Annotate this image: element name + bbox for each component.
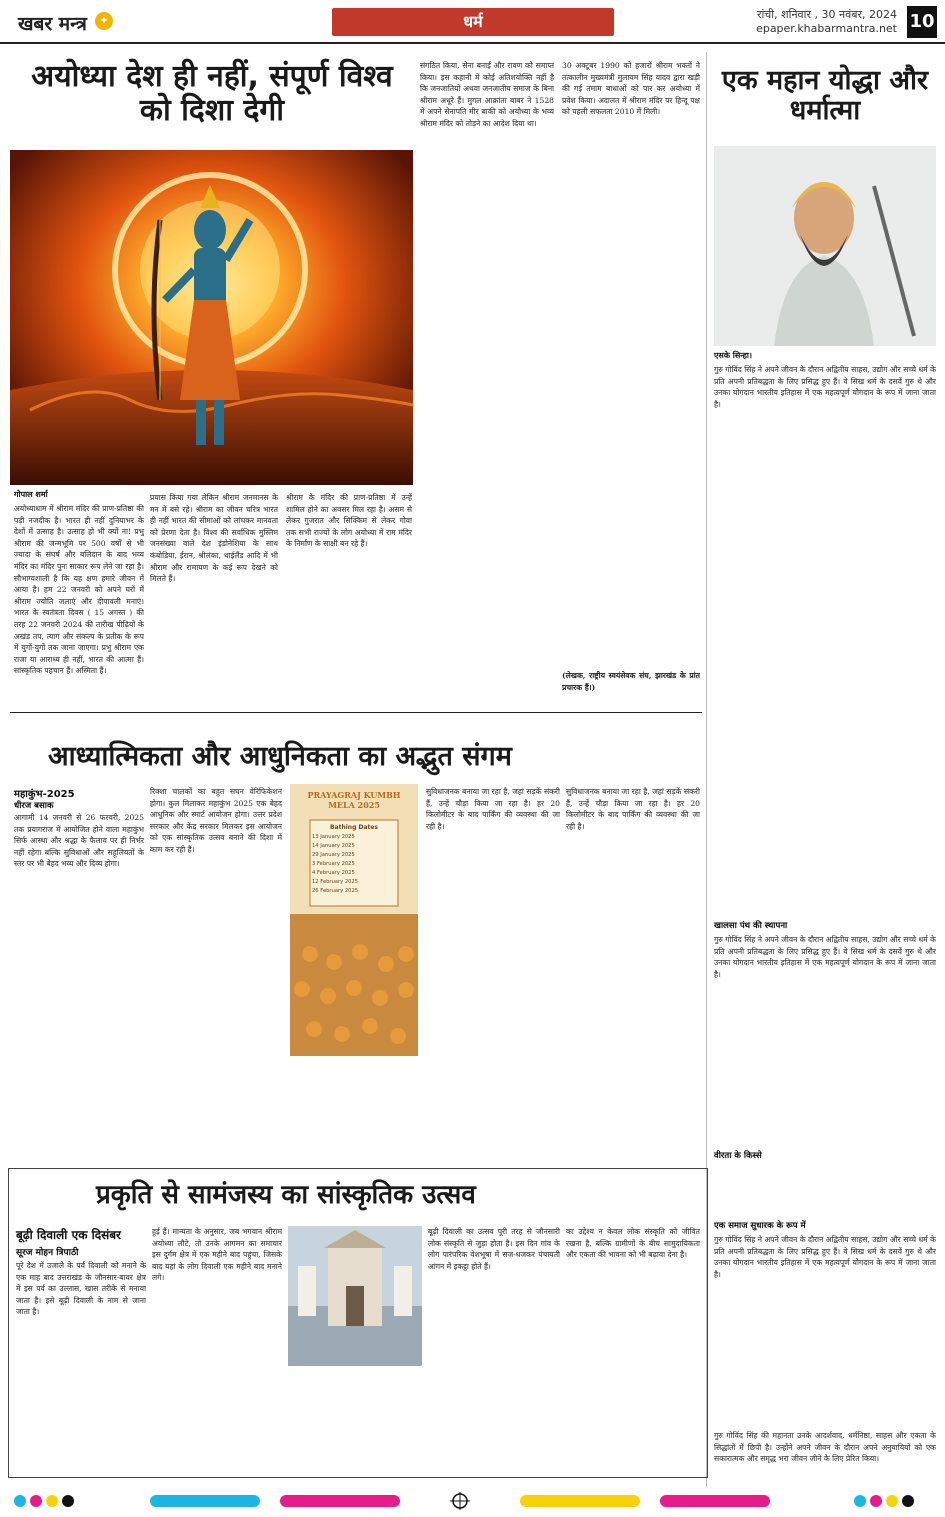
section-title: धर्म (332, 8, 614, 36)
page-number: 10 (907, 6, 937, 38)
article1-image-caption: गोपाल शर्मा (14, 490, 48, 499)
article1-column-2: प्रयास किया गया लेकिन श्रीराम जनमानस के मन में बसे रहे। श्रीराम का जीवन चरित्र भारत ही नहीं भारत की सीमाओं को लांघकर मानवता को प्रेरणा देता है। विश्व की सर्वाधिक मुस्लिम जनसंख्या वाले देश इंडोनेशिया के साथ कंबोडिया, ईरान, श्रीलंका, थाईलैंड आदि में भी श्रीराम और रामायण के कई रूप देखने को मिलते हैं। (150, 493, 278, 584)
article4-column-reformer: गुरु गोविंद सिंह ने अपने जीवन के दौरान अद्वितीय साहस, उद्योग और सच्चे धर्म के प्रति अपनी प्रतिबद्धता के लिए प्रसिद्ध हुए हैं। वे सिख धर्म के दसवें गुरु थे और उनका योगदान भारतीय इतिहास में एक महत्वपूर्ण योगदान के रूप में जाना जाता है। (714, 1235, 936, 1279)
article3-column-4: का उद्देश्य न केवल लोक संस्कृति को जीवित रखना है, बल्कि ग्रामीणों के बीच सामुदायिकता और एकता की भावना को भी बढ़ावा देना है। (566, 1227, 700, 1260)
article3-column-2: हुई हैं। मान्यता के अनुसार, जब भगवान श्रीराम अयोध्या लौटे, तो उनके आगमन का समाचार इस दुर्गम क्षेत्र में एक महीने बाद पहुंचा, जिसके बाद यहां के लोग दिवाली एक महीने बाद मनाने लगे। (152, 1227, 282, 1283)
article3-subhead: बूढ़ी दिवाली एक दिसंबर (16, 1228, 121, 1242)
masthead (0, 0, 945, 44)
article2-subhead: महाकुंभ-2025 (14, 789, 75, 800)
bathing-date: 26 February 2025 (312, 888, 359, 894)
article3-column-3: बूढ़ी दिवाली का उत्सव पूरी तरह से जौनसारी लोक संस्कृति से जुड़ा होता है। इस दिन गांव के लोग पारंपरिक वेशभूषा में सज-धजकर पंचायती आंगन में इकट्ठा होते हैं। (428, 1227, 560, 1271)
article4-image-caption: एसके सिन्हा। (714, 351, 752, 360)
bathing-date: 12 February 2025 (312, 879, 359, 885)
article3-lead-text: पूरे देश में उजाले के पर्व दिवाली को मनाने के एक माह बाद उत्तराखंड के जौनसार-बावर क्षेत्र में इस पर्व का उल्लास, खास तरीके से मनाया जाता है। इसे बूढ़ी दिवाली के नाम से जाना जाता है। (16, 1261, 146, 1317)
kumbh-poster (290, 784, 418, 1056)
poster-title-line1: PRAYAGRAJ KUMBH (307, 790, 401, 800)
bathing-date: 13 January 2025 (312, 834, 355, 840)
article2-lead-text: आगामी 14 जनवरी से 26 फरवरी, 2025 तक प्रयागराज में आयोजित होने वाला महाकुंभ सिर्फ आस्था और श्रद्धा के फैलाव पर ही निर्भर नहीं रहेगा बल्कि सुविधाओं और सहूलियतों के स्तर पर भी बेहद भव्य और दिव्य होगा। (14, 813, 144, 869)
article3-byline: सूरज मोहन त्रिपाठी (16, 1248, 79, 1258)
article2-column-2: रिक्शा चालकों का बहुत सघन वेरिफिकेशन होगा। कुल मिलाकर महाकुंभ 2025 एक बेहद आधुनिक और स्मार्ट आयोजन होगा। उत्तर प्रदेश सरकार और केंद्र सरकार मिलकर इस आयोजन को एक सांस्कृतिक उत्सव बनाने की दिशा में काम कर रही हैं। (150, 787, 282, 854)
rama-illustration (10, 150, 413, 485)
article1-image (10, 150, 413, 485)
article1-author-note: (लेखक, राष्ट्रीय स्वयंसेवक संघ, झारखंड के प्रांत प्रचारक हैं।) (562, 671, 700, 692)
article2-byline: धीरज बसाक (14, 801, 54, 811)
article4-closing: गुरु गोविंद सिंह की महानता उनके आदर्शवाद, धर्मनिष्ठा, साहस और एकता के सिद्धांतों में छिपी है। उन्होंने अपने जीवन के दौरान अपने अनुयायियों को एक सकारात्मक और समृद्ध भरा जीवन जीने के लिए प्रेरित किया। (714, 1431, 936, 1464)
bathing-date: 29 January 2025 (312, 852, 355, 858)
bathing-date: 3 February 2025 (312, 861, 355, 867)
article1-column-5: 30 अक्टूबर 1990 को हजारों श्रीराम भक्तों ने तत्कालीन मुख्यमंत्री मुलायम सिंह यादव द्वारा खड़ी की गई तमाम बाधाओं को पार कर अयोध्या में प्रवेश किया। अदालत में श्रीराम मंदिर पर हिन्दू पक्ष को पहली सफलता 2010 में मिली। (562, 61, 700, 117)
article3-headline: प्रकृति से सामंजस्य का सांस्कृतिक उत्सव (96, 1180, 476, 1210)
article2-column-4: सुविधाजनक बनाया जा रहा है, जहां सड़कें संकरी हैं, उन्हें चौड़ा किया जा रहा है। हर 20 किलोमीटर के बाद पार्किंग की व्यवस्था की जा रही है। (426, 787, 560, 831)
section-divider (10, 712, 702, 713)
article1-headline: अयोध्या देश ही नहीं, संपूर्ण विश्व को दिशा देगी (31, 59, 393, 128)
date-line (756, 8, 897, 36)
bathing-date: 4 February 2025 (312, 870, 355, 876)
article4-subhead-hero: वीरता के किस्से (714, 1151, 762, 1161)
article3-image (288, 1226, 422, 1366)
article2-column-5: सुविधाजनक बनाया जा रहा है, जहां सड़कें संकरी हैं, उन्हें चौड़ा किया जा रहा है। हर 20 किलोमीटर के बाद पार्किंग की व्यवस्था की जा रही है। (566, 787, 700, 831)
article1-column-3: श्रीराम के मंदिर की प्राण-प्रतिष्ठा में उन्हें शामिल होने का अवसर मिल रहा है। असम से लेकर गुजरात और सिक्किम से लेकर गोवा तक सभी राज्यों के लोग अयोध्या में राम मंदिर के निर्माण के साक्षी बन रहे हैं। (286, 493, 412, 549)
article4-headline: एक महान योद्धा और धर्मात्मा (721, 65, 929, 127)
article2-headline: आध्यात्मिकता और आधुनिकता का अद्भुत संगम (48, 741, 512, 772)
article4-column-khalsa: गुरु गोविंद सिंह ने अपने जीवन के दौरान अद्वितीय साहस, उद्योग और सच्चे धर्म के प्रति अपनी प्रतिबद्धता के लिए प्रसिद्ध हुए हैं। वे सिख धर्म के दसवें गुरु थे और उनका योगदान भारतीय इतिहास में एक महत्वपूर्ण योगदान के रूप में जाना जाता है। (714, 935, 936, 979)
article4-subhead-reformer: एक समाज सुधारक के रूप में (714, 1221, 806, 1231)
newspaper-logo: खबर मन्त्र (18, 13, 87, 35)
bathing-date: 14 January 2025 (312, 843, 355, 849)
article1-column-4: संगठित किया, सेना बनाई और रावण को समाप्त किया। इस कहानी में कोई अतिशयोक्ति नहीं है कि जनजातियों अथवा जनजातीय समाज के बिना श्रीराम अधूरे हैं। मुगल आक्रांता बाबर ने 1528 में अपने सेनापति मीर बाकी को अयोध्या के भव्य श्रीराम मंदिर को तोड़ने का आदेश दिया था। (420, 61, 554, 128)
guru-portrait (714, 146, 936, 346)
footer-registration-marks (0, 1492, 945, 1510)
article4-subhead-khalsa: खालसा पंथ की स्थापना (714, 921, 788, 931)
article4-lead-text: गुरु गोविंद सिंह ने अपने जीवन के दौरान अद्वितीय साहस, उद्योग और सच्चे धर्म के प्रति अपनी प्रतिबद्धता के लिए प्रसिद्ध हुए हैं। वे सिख धर्म के दसवें गुरु थे और उनका योगदान भारतीय इतिहास में एक महत्वपूर्ण योगदान के रूप में जाना जाता है। (714, 365, 936, 409)
website-link[interactable]: epaper.khabarmantra.net (756, 22, 897, 35)
article4-image (714, 146, 936, 346)
poster-title-line2: MELA 2025 (328, 800, 380, 810)
poster-panel-heading: Bathing Dates (329, 824, 378, 831)
logo-badge-icon: ✦ (95, 12, 113, 30)
issue-date: रांची, शनिवार , 30 नवंबर, 2024 (756, 8, 897, 21)
article1-lead-text: अयोध्याधाम में श्रीराम मंदिर की प्राण-प्रतिष्ठा की पड़ी नजदीक है। भारत ही नहीं दुनियाभर के देशों में उत्साह है। उत्साह हो भी क्यों ना! प्रभु श्रीराम की जन्मभूमि पर 500 वर्षों से भी ज्यादा के संघर्ष और बलिदान के बाद भव्य मंदिर का मंदिर पुनः साकार रूप लेने जा रहा है। सौभाग्यशाली है कि यह क्षण हमारे जीवन में आया है। हम 22 जनवरी को अपने घरों में श्रीराम ज्योति जलाएं और दीपावली मनाएं। भारत के स्वतंत्रता दिवस ( 15 अगस्त ) की तरह 22 जनवरी 2024 की तारीख पीढ़ियों के अखंड तप, त्याग और संकल्प के प्रतीक के रूप में युगों-युगों तक जाना जाएगा। प्रभु श्रीराम एक राजा या आराध्य ही नहीं, भारत की आत्मा हैं। सांस्कृतिक पहचान हैं। अस्मिता हैं। (14, 504, 144, 676)
